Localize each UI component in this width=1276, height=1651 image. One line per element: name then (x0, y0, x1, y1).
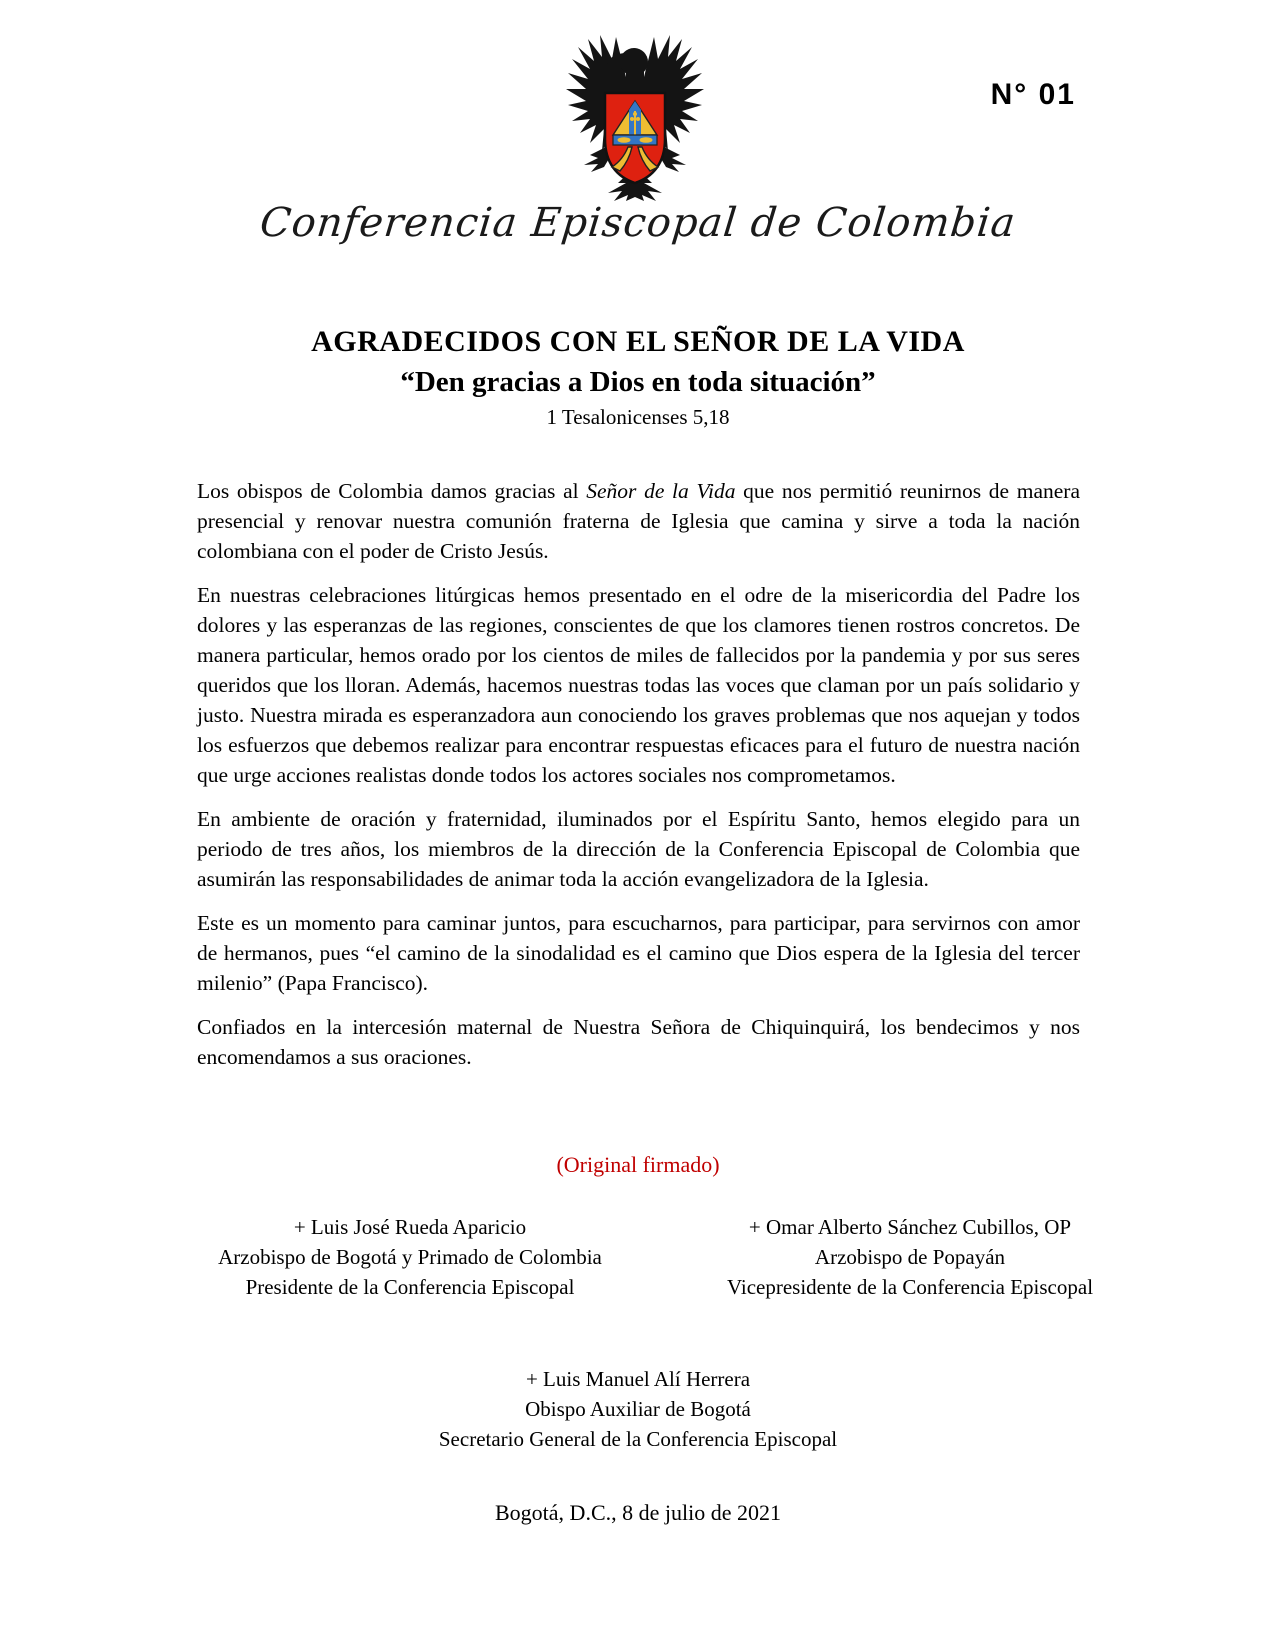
paragraph-1 (197, 476, 1080, 566)
signature-role: Arzobispo de Bogotá y Primado de Colombia (218, 1245, 602, 1269)
paragraph-5: Confiados en la intercesión maternal de Nuestra Señora de Chiquinquirá, los bendecimos y nos encomendamos a sus oraciones. (197, 1015, 1080, 1069)
document-number: N° 01 (990, 78, 1076, 111)
original-signed-note: (Original firmado) (556, 1152, 720, 1177)
signature-role: Vicepresidente de la Conferencia Episcopal (726, 1275, 1094, 1299)
signature-name: + Luis José Rueda Aparicio (293, 1215, 527, 1239)
signature-role: Secretario General de la Conferencia Episcopal (438, 1427, 838, 1451)
paragraph-1-lead: Los obispos de Colombia damos gracias al (197, 479, 587, 503)
dateline: Bogotá, D.C., 8 de julio de 2021 (495, 1500, 781, 1525)
episcopal-crest-eagle-icon (560, 30, 710, 202)
document-subtitle: “Den gracias a Dios en toda situación” (400, 366, 876, 398)
scripture-reference: 1 Tesalonicenses 5,18 (546, 405, 730, 429)
signature-vicepresident (660, 1212, 1160, 1302)
emphasis-senor-de-la-vida: Señor de la Vida (586, 479, 736, 503)
organization-logotype: Conferencia Episcopal de Colombia (257, 200, 1019, 246)
signature-secretary-general (0, 1364, 1276, 1454)
paragraph-1-rest: que nos permitió reunirnos de manera presencial y renovar nuestra comunión fraterna de Iglesia que camina y sirve a toda la nación colombiana con el poder de Cristo Jesús. (197, 479, 1080, 563)
paragraph-3: En ambiente de oración y fraternidad, iluminados por el Espíritu Santo, hemos elegido para un periodo de tres años, los miembros de la dirección de la Conferencia Episcopal de Colombia que asumirán las responsabilidades de animar toda la acción evangelizadora de la Iglesia. (197, 807, 1080, 891)
signature-president (160, 1212, 660, 1302)
signature-name: + Luis Manuel Alí Herrera (525, 1367, 751, 1391)
signature-role: Obispo Auxiliar de Bogotá (525, 1397, 751, 1421)
title-block (0, 322, 1276, 432)
document-title: AGRADECIDOS CON EL SEÑOR DE LA VIDA (311, 325, 965, 358)
document-body (197, 476, 1080, 1086)
signature-row (160, 1212, 1160, 1302)
signature-name: + Omar Alberto Sánchez Cubillos, OP (748, 1215, 1072, 1239)
paragraph-2: En nuestras celebraciones litúrgicas hemos presentado en el odre de la misericordia del Padre los dolores y las esperanzas de las regiones, conscientes de que los clamores tienen rostros concretos. De manera particular, hemos orado por los cientos de miles de fallecidos por la pandemia y por sus seres queridos que los lloran. Además, hacemos nuestras todas las voces que claman por un país solidario y justo. Nuestra mirada es esperanzadora aun conociendo los graves problemas que nos aquejan y todos los esfuerzos que debemos realizar para encontrar respuestas eficaces para el futuro de nuestra nación que urge acciones realistas donde todos los actores sociales nos comprometamos. (197, 583, 1080, 787)
paragraph-4: Este es un momento para caminar juntos, para escucharnos, para participar, para servirnos con amor de hermanos, pues “el camino de la sinodalidad es el camino que Dios espera de la Iglesia del tercer milenio” (Papa Francisco). (197, 911, 1080, 995)
signature-role: Presidente de la Conferencia Episcopal (245, 1275, 575, 1299)
signature-role: Arzobispo de Popayán (814, 1245, 1006, 1269)
